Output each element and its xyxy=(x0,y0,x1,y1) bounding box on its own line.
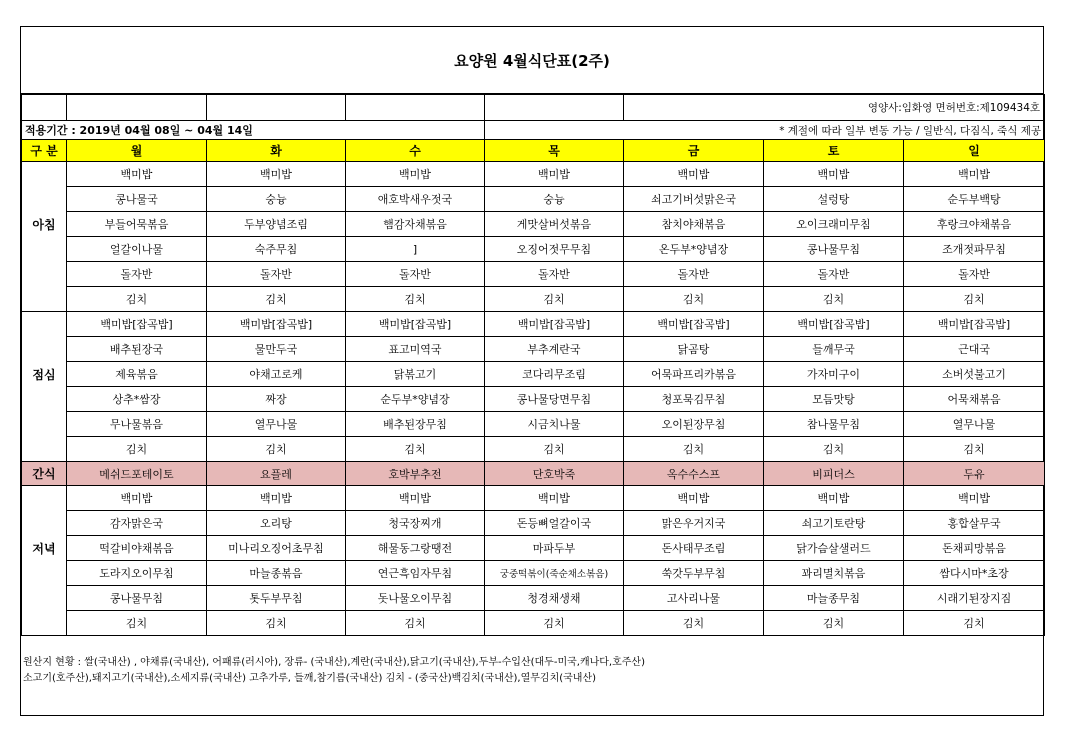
menu-cell: 김치 xyxy=(624,437,764,462)
day-header: 화 xyxy=(207,140,346,162)
menu-cell: 백미밥[잡곡밥] xyxy=(485,312,624,337)
origin-info xyxy=(21,649,1043,715)
meal-label-spacer xyxy=(22,437,67,462)
menu-cell: 청경채생채 xyxy=(485,586,624,611)
meal-label-spacer xyxy=(22,287,67,312)
menu-cell: 맑은우거지국 xyxy=(624,511,764,536)
menu-cell: 참나물무침 xyxy=(764,412,904,437)
menu-cell: 돌자반 xyxy=(207,262,346,287)
menu-table xyxy=(21,94,1045,636)
snack-cell: 비피더스 xyxy=(764,462,904,486)
menu-cell: 돌자반 xyxy=(764,262,904,287)
day-header-row xyxy=(22,140,1045,162)
menu-cell: 쇠고기토란탕 xyxy=(764,511,904,536)
menu-cell: 시금치나물 xyxy=(485,412,624,437)
menu-cell: 백미밥 xyxy=(346,486,485,511)
menu-row xyxy=(22,187,1045,212)
menu-cell: 표고미역국 xyxy=(346,337,485,362)
menu-cell: 돌자반 xyxy=(485,262,624,287)
snack-cell: 두유 xyxy=(904,462,1045,486)
meal-label-spacer xyxy=(22,586,67,611)
menu-cell: 백미밥 xyxy=(764,162,904,187)
meal-label-spacer xyxy=(22,511,67,536)
apply-period: 적용기간 : 2019년 04월 08일 ~ 04월 14일 xyxy=(22,121,485,140)
menu-cell: 김치 xyxy=(346,437,485,462)
menu-cell: 떡갈비야채볶음 xyxy=(67,536,207,561)
info-row xyxy=(22,95,1045,121)
menu-cell: 순두부백탕 xyxy=(904,187,1045,212)
menu-cell: 닭가슴살샐러드 xyxy=(764,536,904,561)
menu-row xyxy=(22,412,1045,437)
menu-cell: 돗나물오이무침 xyxy=(346,586,485,611)
menu-cell: 김치 xyxy=(207,437,346,462)
menu-row xyxy=(22,387,1045,412)
meal-label-spacer xyxy=(22,561,67,586)
menu-cell: 열무나물 xyxy=(904,412,1045,437)
menu-cell: 백미밥 xyxy=(624,486,764,511)
menu-cell: 어묵채볶음 xyxy=(904,387,1045,412)
menu-cell: 돌자반 xyxy=(904,262,1045,287)
meal-label-spacer xyxy=(22,237,67,262)
menu-cell: 김치 xyxy=(904,287,1045,312)
menu-cell: 순두부*양념장 xyxy=(346,387,485,412)
menu-cell: 상추*쌈장 xyxy=(67,387,207,412)
menu-row xyxy=(22,486,1045,511)
meal-label-dinner: 저녁 xyxy=(22,536,67,561)
notice-text: * 계절에 따라 일부 변동 가능 / 일반식, 다짐식, 죽식 제공 xyxy=(485,121,1045,140)
menu-cell: 돈채피망볶음 xyxy=(904,536,1045,561)
menu-cell: 김치 xyxy=(485,611,624,636)
menu-cell: 온두부*양념장 xyxy=(624,237,764,262)
menu-cell: 모듬맛탕 xyxy=(764,387,904,412)
meal-label-spacer xyxy=(22,262,67,287)
menu-cell: 닭볶고기 xyxy=(346,362,485,387)
origin-line-2: 소고기(호주산),돼지고기(국내산),소세지류(국내산) 고추가루, 들깨,참기름(국내산) 김치 - (중국산)백김치(국내산),열무김치(국내산) xyxy=(23,673,597,684)
menu-cell: 김치 xyxy=(764,287,904,312)
menu-row xyxy=(22,287,1045,312)
menu-cell: 후랑크야채볶음 xyxy=(904,212,1045,237)
menu-row xyxy=(22,162,1045,187)
period-row xyxy=(22,121,1045,140)
menu-cell: 참치야채볶음 xyxy=(624,212,764,237)
menu-cell: 연근흑임자무침 xyxy=(346,561,485,586)
menu-cell: 청국장찌개 xyxy=(346,511,485,536)
menu-row xyxy=(22,586,1045,611)
menu-cell: 마파두부 xyxy=(485,536,624,561)
menu-cell: 물만두국 xyxy=(207,337,346,362)
menu-cell: 김치 xyxy=(485,287,624,312)
menu-cell: 백미밥[잡곡밥] xyxy=(346,312,485,337)
menu-cell: 두부양념조림 xyxy=(207,212,346,237)
menu-row xyxy=(22,337,1045,362)
menu-cell: 해물동그랑땡전 xyxy=(346,536,485,561)
menu-cell: 청포묵김무침 xyxy=(624,387,764,412)
menu-cell: 콩나물당면무침 xyxy=(485,387,624,412)
menu-cell: 오리탕 xyxy=(207,511,346,536)
menu-cell: 열무나물 xyxy=(207,412,346,437)
snack-cell: 옥수수스프 xyxy=(624,462,764,486)
menu-cell: 닭곰탕 xyxy=(624,337,764,362)
menu-cell: 백미밥[잡곡밥] xyxy=(764,312,904,337)
meal-label-spacer xyxy=(22,611,67,636)
menu-cell: 백미밥 xyxy=(904,486,1045,511)
menu-row xyxy=(22,312,1045,337)
category-header: 구 분 xyxy=(22,140,67,162)
menu-row xyxy=(22,561,1045,586)
menu-cell: 백미밥 xyxy=(346,162,485,187)
menu-cell: 짜장 xyxy=(207,387,346,412)
menu-cell: 김치 xyxy=(67,611,207,636)
menu-cell: 김치 xyxy=(904,437,1045,462)
meal-label-spacer xyxy=(22,412,67,437)
menu-cell: 오이된장무침 xyxy=(624,412,764,437)
menu-cell: 백미밥[잡곡밥] xyxy=(904,312,1045,337)
menu-cell: 백미밥 xyxy=(67,162,207,187)
menu-sheet xyxy=(20,26,1044,716)
menu-cell: 백미밥 xyxy=(485,486,624,511)
menu-cell: 코다리무조림 xyxy=(485,362,624,387)
menu-cell: 들깨무국 xyxy=(764,337,904,362)
menu-cell: 얼갈이나물 xyxy=(67,237,207,262)
snack-cell: 메쉬드포테이토 xyxy=(67,462,207,486)
menu-cell: 가자미구이 xyxy=(764,362,904,387)
menu-cell: 쌈다시마*초장 xyxy=(904,561,1045,586)
menu-cell: 김치 xyxy=(764,437,904,462)
menu-cell: 톳두부무침 xyxy=(207,586,346,611)
menu-cell: 게맛살버섯볶음 xyxy=(485,212,624,237)
menu-cell: 궁중떡볶이(죽순채소볶음) xyxy=(485,561,624,586)
menu-cell: 김치 xyxy=(764,611,904,636)
menu-cell: 부추계란국 xyxy=(485,337,624,362)
day-header: 목 xyxy=(485,140,624,162)
day-header: 월 xyxy=(67,140,207,162)
page-title: 요양원 4월식단표(2주) xyxy=(21,27,1043,94)
menu-cell: 김치 xyxy=(624,287,764,312)
menu-row xyxy=(22,611,1045,636)
menu-cell: 돌자반 xyxy=(67,262,207,287)
meal-label-spacer xyxy=(22,337,67,362)
menu-cell: 소버섯불고기 xyxy=(904,362,1045,387)
menu-cell: 숭늉 xyxy=(485,187,624,212)
menu-row xyxy=(22,237,1045,262)
origin-line-1: 원산지 현황 : 쌀(국내산) , 야채류(국내산), 어패류(러시아), 장류- (국내산),계란(국내산),닭고기(국내산),두부-수입산(대두-미국,캐나다,호주산) xyxy=(23,657,645,668)
menu-cell: 콩나물무침 xyxy=(764,237,904,262)
menu-row xyxy=(22,536,1045,561)
menu-cell: 제육볶음 xyxy=(67,362,207,387)
meal-label-spacer xyxy=(22,162,67,187)
menu-row xyxy=(22,212,1045,237)
menu-cell: 콩나물무침 xyxy=(67,586,207,611)
menu-cell: 고사리나물 xyxy=(624,586,764,611)
menu-cell: 시래기된장지짐 xyxy=(904,586,1045,611)
menu-cell: 백미밥[잡곡밥] xyxy=(207,312,346,337)
menu-row xyxy=(22,262,1045,287)
menu-cell: 숙주무침 xyxy=(207,237,346,262)
menu-cell: 쑥갓두부무침 xyxy=(624,561,764,586)
menu-cell: 백미밥[잡곡밥] xyxy=(67,312,207,337)
menu-cell: 쇠고기버섯맑은국 xyxy=(624,187,764,212)
menu-cell: 어묵파프리카볶음 xyxy=(624,362,764,387)
menu-cell: 백미밥 xyxy=(67,486,207,511)
menu-cell: 백미밥 xyxy=(485,162,624,187)
menu-cell: 백미밥 xyxy=(207,162,346,187)
menu-cell: 김치 xyxy=(485,437,624,462)
menu-cell: 근대국 xyxy=(904,337,1045,362)
menu-cell: 돌자반 xyxy=(624,262,764,287)
meal-label-spacer xyxy=(22,187,67,212)
menu-cell: 오이크래미무침 xyxy=(764,212,904,237)
snack-cell: 단호박죽 xyxy=(485,462,624,486)
menu-cell: 김치 xyxy=(346,287,485,312)
meal-label-spacer xyxy=(22,312,67,337)
snack-cell: 요플레 xyxy=(207,462,346,486)
menu-cell: 배추된장국 xyxy=(67,337,207,362)
menu-cell: 무나물볶음 xyxy=(67,412,207,437)
menu-cell: 콩나물국 xyxy=(67,187,207,212)
snack-cell: 호박부추전 xyxy=(346,462,485,486)
menu-cell: ] xyxy=(346,237,485,262)
menu-cell: 꽈리멸치볶음 xyxy=(764,561,904,586)
menu-cell: 애호박새우젓국 xyxy=(346,187,485,212)
menu-row xyxy=(22,362,1045,387)
menu-cell: 숭늉 xyxy=(207,187,346,212)
menu-cell: 김치 xyxy=(207,287,346,312)
menu-cell: 홍합살무국 xyxy=(904,511,1045,536)
day-header: 토 xyxy=(764,140,904,162)
day-header: 수 xyxy=(346,140,485,162)
menu-cell: 설렁탕 xyxy=(764,187,904,212)
menu-cell: 돌자반 xyxy=(346,262,485,287)
menu-cell: 김치 xyxy=(67,437,207,462)
menu-cell: 오징어젓무무침 xyxy=(485,237,624,262)
menu-cell: 백미밥[잡곡밥] xyxy=(624,312,764,337)
meal-label-breakfast: 아침 xyxy=(22,212,67,237)
menu-cell: 부들어묵볶음 xyxy=(67,212,207,237)
menu-cell: 김치 xyxy=(624,611,764,636)
menu-cell: 도라지오이무침 xyxy=(67,561,207,586)
menu-cell: 미나리오징어초무침 xyxy=(207,536,346,561)
menu-cell: 김치 xyxy=(207,611,346,636)
menu-cell: 마늘종무침 xyxy=(764,586,904,611)
menu-cell: 김치 xyxy=(346,611,485,636)
menu-cell: 조개젓파무침 xyxy=(904,237,1045,262)
day-header: 금 xyxy=(624,140,764,162)
menu-cell: 백미밥 xyxy=(624,162,764,187)
snack-row xyxy=(22,462,1045,486)
meal-label-lunch: 점심 xyxy=(22,362,67,387)
menu-cell: 김치 xyxy=(904,611,1045,636)
menu-cell: 백미밥 xyxy=(904,162,1045,187)
menu-cell: 돈등뼈얼갈이국 xyxy=(485,511,624,536)
menu-row xyxy=(22,511,1045,536)
menu-cell: 햄감자채볶음 xyxy=(346,212,485,237)
menu-cell: 백미밥 xyxy=(207,486,346,511)
menu-cell: 김치 xyxy=(67,287,207,312)
menu-cell: 마늘종볶음 xyxy=(207,561,346,586)
dietitian-info: 영양사:임화영 면허번호:제109434호 xyxy=(624,95,1045,121)
meal-label-spacer xyxy=(22,387,67,412)
day-header: 일 xyxy=(904,140,1045,162)
menu-cell: 야채고로케 xyxy=(207,362,346,387)
meal-label-spacer xyxy=(22,486,67,511)
menu-cell: 배추된장무침 xyxy=(346,412,485,437)
meal-label-snack: 간식 xyxy=(22,462,67,486)
menu-row xyxy=(22,437,1045,462)
menu-cell: 백미밥 xyxy=(764,486,904,511)
menu-cell: 돈사태무조림 xyxy=(624,536,764,561)
menu-cell: 감자맑은국 xyxy=(67,511,207,536)
